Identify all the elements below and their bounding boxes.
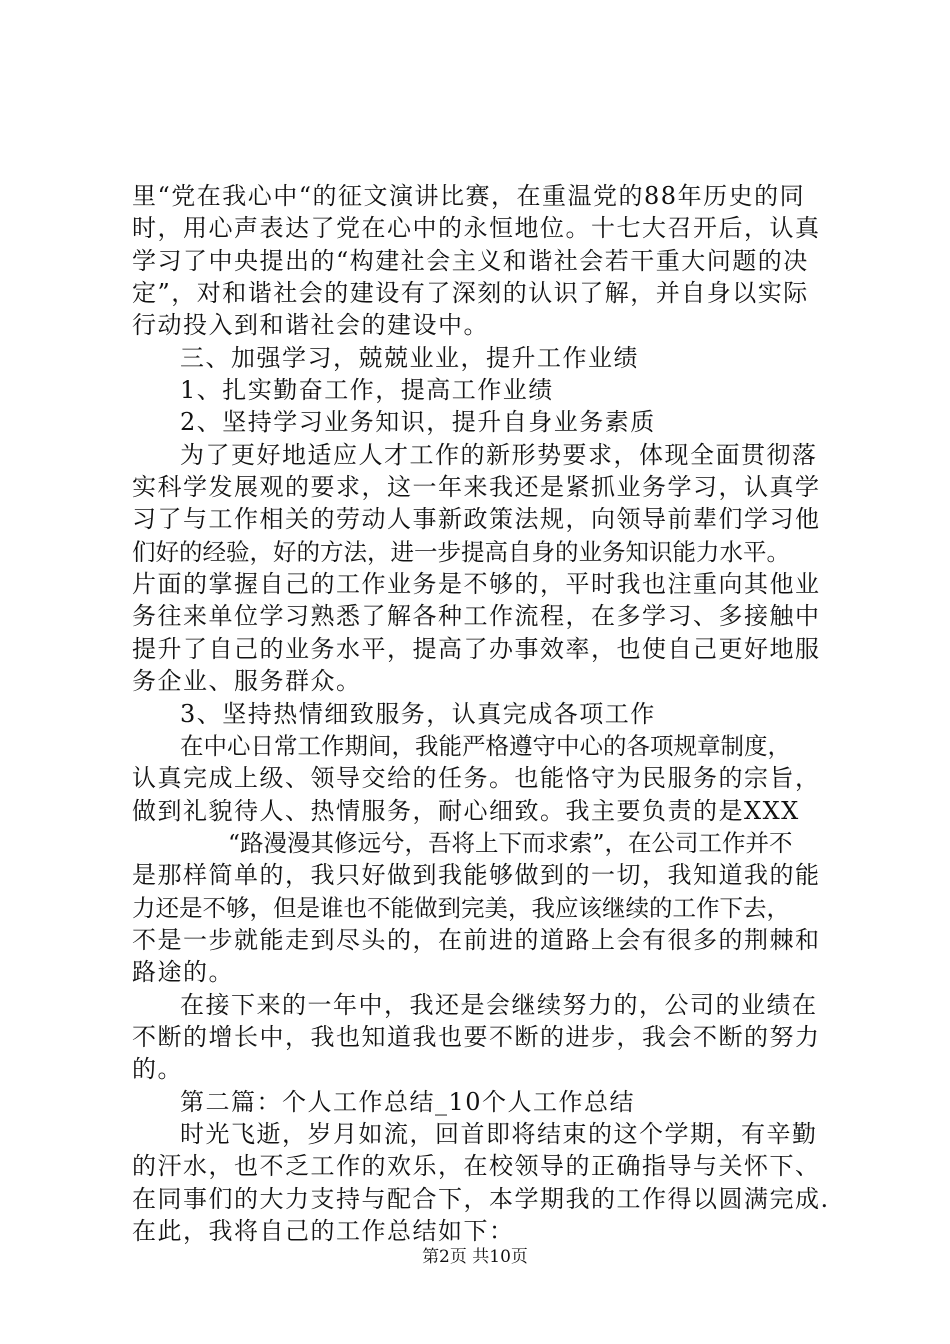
text-line: 务企业、服务群众。 (132, 667, 362, 696)
text-line: 行动投入到和谐社会的建设中。 (132, 311, 489, 340)
text-line: 在中心日常工作期间，我能严格遵守中心的各项规章制度， (180, 731, 791, 760)
subsection-heading: 3、坚持热情细致服务，认真完成各项工作 (180, 699, 656, 728)
text-line: 在同事们的大力支持与配合下，本学期我的工作得以圆满完成. (132, 1184, 830, 1213)
text-line: 力还是不够，但是谁也不能做到完美，我应该继续的工作下去， (132, 893, 790, 922)
chapter-heading: 第二篇：个人工作总结_10个人工作总结 (180, 1087, 636, 1116)
text-line: 在接下来的一年中，我还是会继续努力的，公司的业绩在 (180, 990, 818, 1019)
text-line: 务往来单位学习熟悉了解各种工作流程，在多学习、多接触中 (132, 602, 821, 631)
text-line: 习了与工作相关的劳动人事新政策法规，向领导前辈们学习他 (132, 505, 821, 534)
subsection-heading: 2、坚持学习业务知识，提升自身业务素质 (180, 408, 656, 437)
text-line: 片面的掌握自己的工作业务是不够的，平时我也注重向其他业 (132, 570, 821, 599)
text-line: 认真完成上级、领导交给的任务。也能恪守为民服务的宗旨， (132, 764, 821, 793)
text-line: 是那样简单的，我只好做到我能够做到的一切，我知道我的能 (132, 861, 821, 890)
text-line: 做到礼貌待人、热情服务，耐心细致。我主要负责的是XXX (132, 796, 800, 825)
text-line: 实科学发展观的要求，这一年来我还是紧抓业务学习，认真学 (132, 473, 821, 502)
text-line: 不断的增长中，我也知道我也要不断的进步，我会不断的努力 (132, 1022, 821, 1051)
text-line: 们好的经验，好的方法，进一步提高自身的业务知识能力水平。 (132, 537, 790, 566)
text-line: 在此，我将自己的工作总结如下： (132, 1217, 515, 1245)
text-line: 定”，对和谐社会的建设有了深刻的认识了解，并自身以实际 (132, 279, 809, 308)
page-number: 第2页 共10页 (422, 1247, 528, 1267)
subsection-heading: 1、扎实勤奋工作，提高工作业绩 (180, 376, 554, 405)
text-line: 路途的。 (132, 958, 234, 987)
text-line: 的。 (132, 1055, 183, 1084)
text-line: 时光飞逝，岁月如流，回首即将结束的这个学期，有辛勤 (180, 1119, 818, 1148)
document-body (132, 180, 832, 1247)
text-line: 提升了自己的业务水平，提高了办事效率，也使自己更好地服 (132, 634, 821, 663)
text-line: 时，用心声表达了党在心中的永恒地位。十七大召开后，认真 (132, 214, 821, 243)
section-heading: 三、加强学习，兢兢业业，提升工作业绩 (180, 343, 639, 372)
text-line: 里“党在我心中“的征文演讲比赛，在重温党的88年历史的同 (132, 182, 806, 210)
text-line: 为了更好地适应人才工作的新形势要求，体现全面贯彻落 (180, 440, 818, 469)
text-line: 的汗水，也不乏工作的欢乐，在校领导的正确指导与关怀下、 (132, 1152, 821, 1181)
text-line: 学习了中央提出的“构建社会主义和谐社会若干重大问题的决 (132, 246, 809, 275)
text-line: “路漫漫其修远兮，吾将上下而求索”，在公司工作并不 (228, 828, 793, 857)
text-line: 不是一步就能走到尽头的，在前进的道路上会有很多的荆棘和 (132, 925, 821, 954)
